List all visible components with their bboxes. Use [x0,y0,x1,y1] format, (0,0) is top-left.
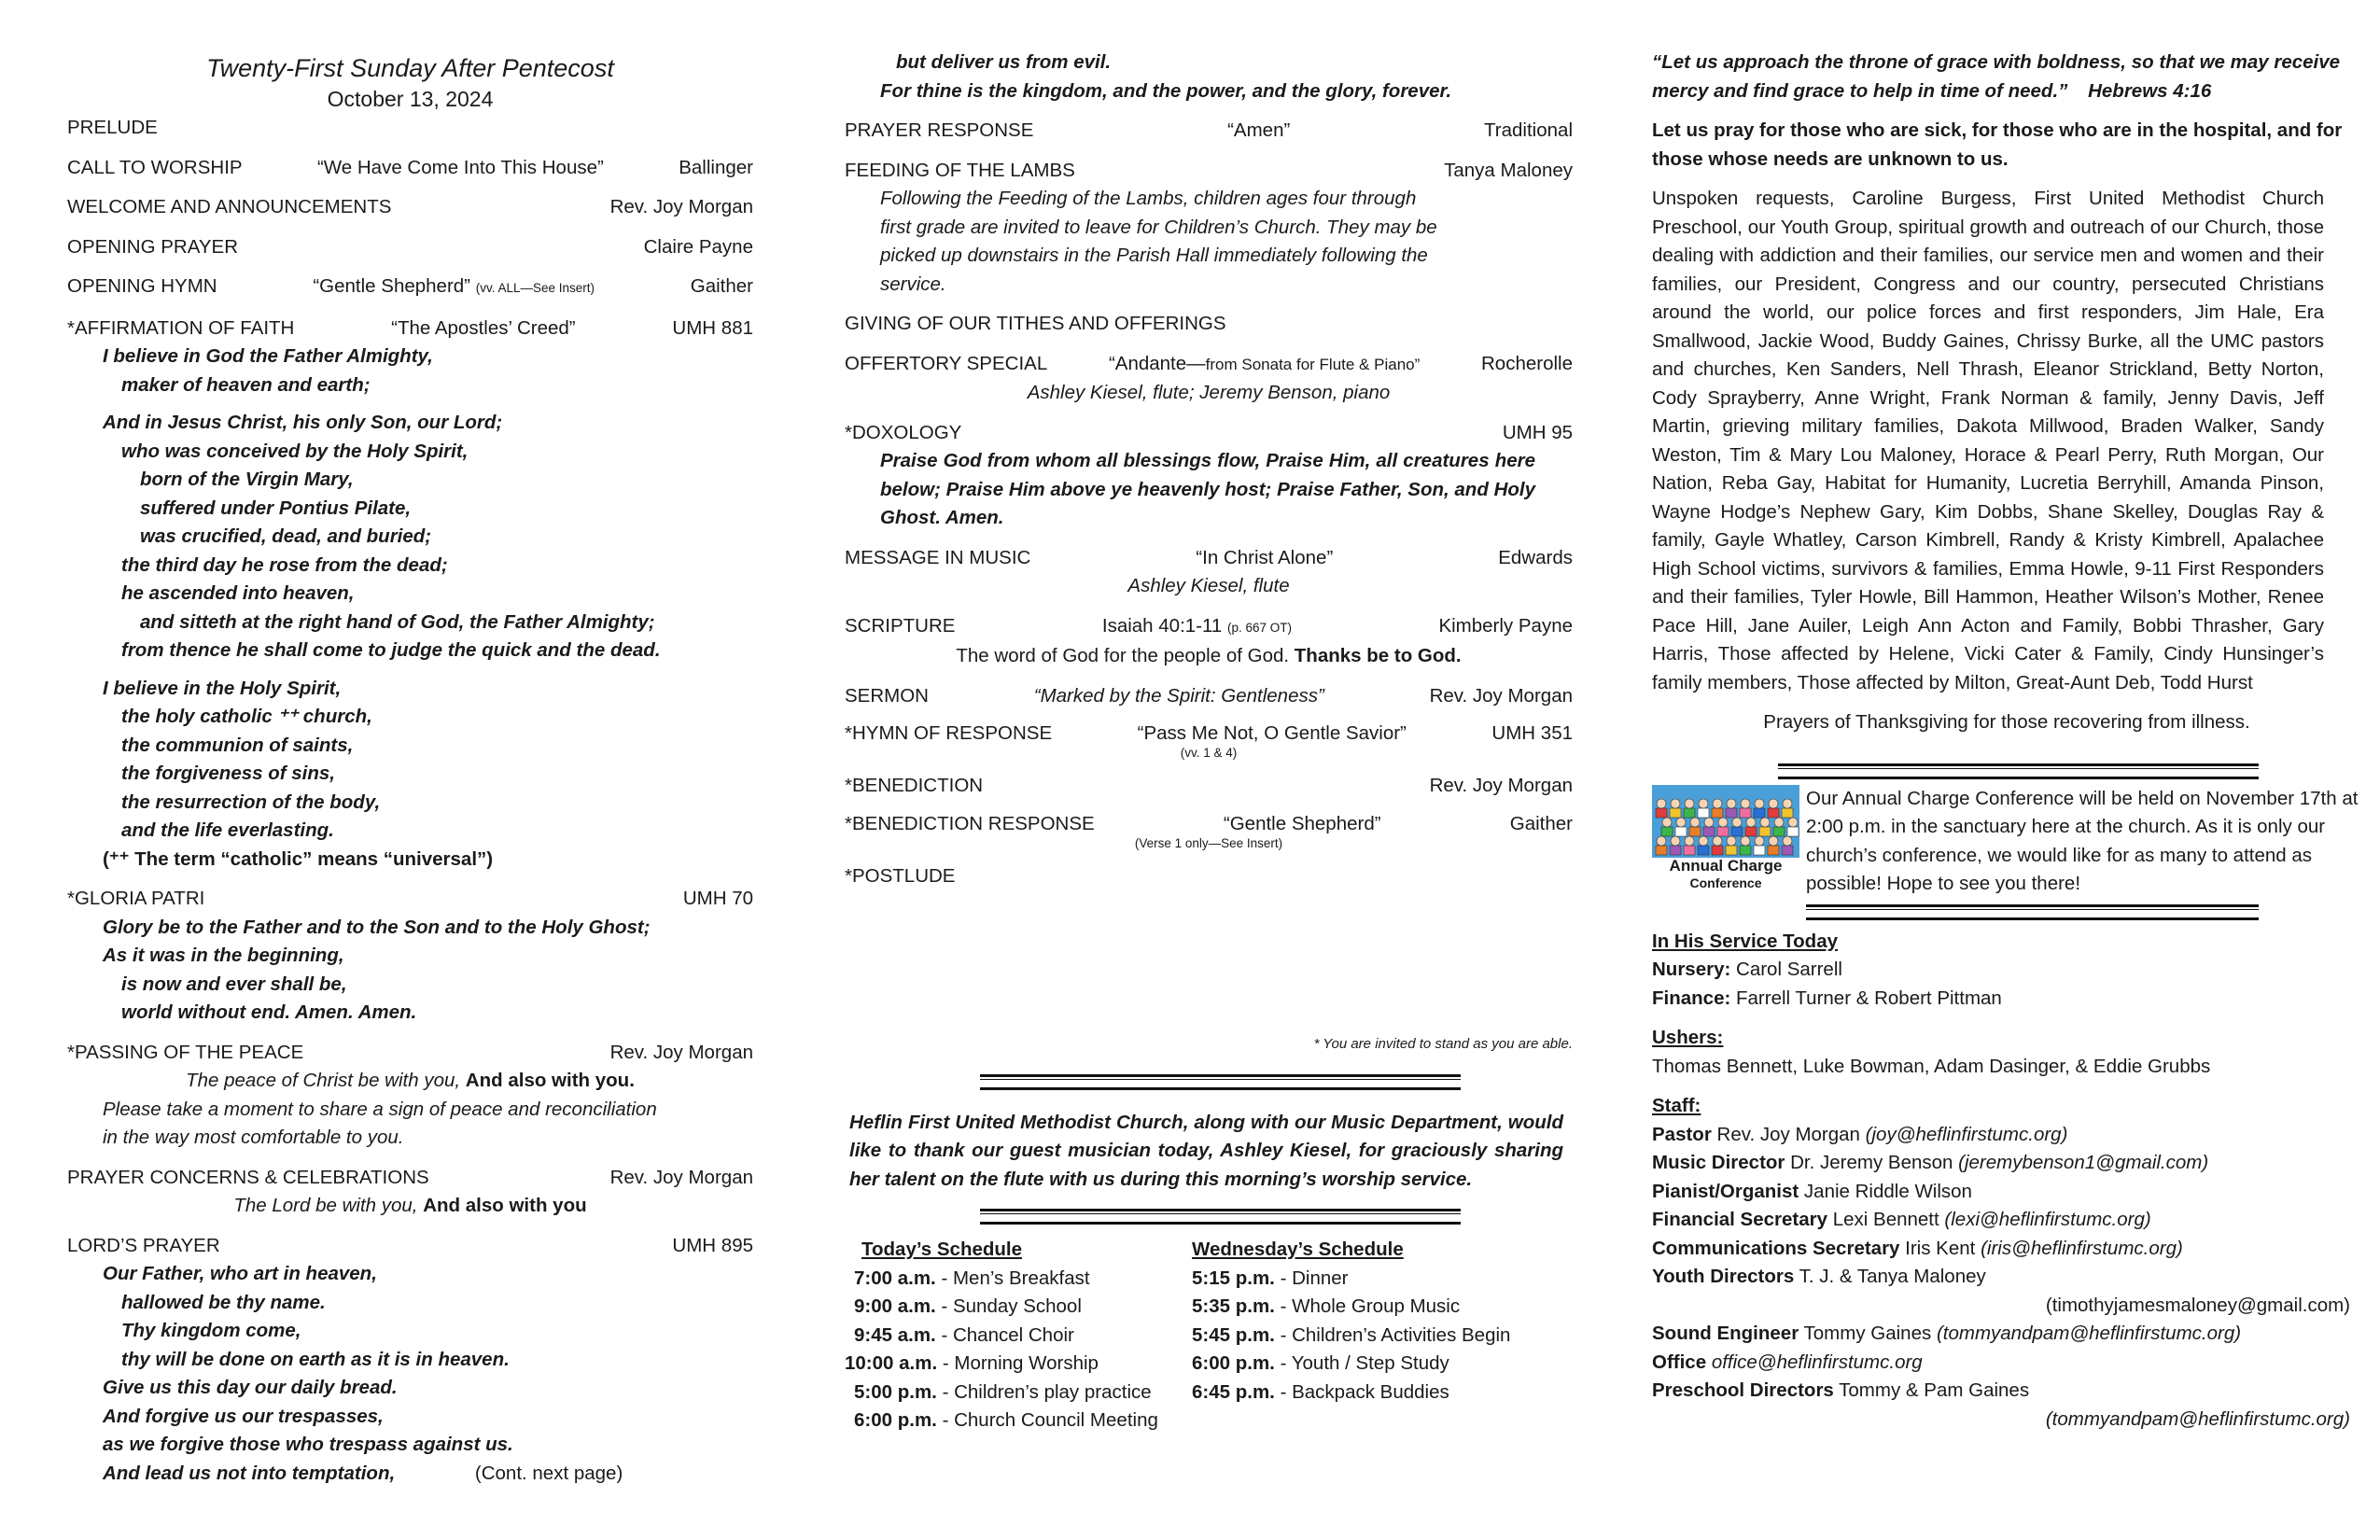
staff-name: Tommy & Pam Gaines [1839,1379,2030,1401]
schedule-item [1192,1350,1510,1379]
schedule-activity: - Children’s play practice [936,1380,1152,1403]
badge-subtitle: Conference [1689,875,1762,890]
lords-prayer-line: Our Father, who art in heaven, [103,1263,377,1284]
schedule-activity: - Chancel Choir [935,1323,1074,1346]
schedule-item [845,1379,1192,1407]
divider [980,1209,1461,1225]
sermon: SERMON “Marked by the Spirit: Gentleness” Rev. Joy Morgan [845,684,1573,707]
benediction: *BENEDICTION Rev. Joy Morgan [845,775,1573,796]
creed-line: he ascended into heaven, [121,582,355,604]
schedule-time: 7:00 a.m. [854,1267,936,1289]
staff-email: (jeremybenson1@gmail.com) [1958,1152,2209,1173]
offertory-special: OFFERTORY SPECIAL “Andante—from Sonata for Flute & Piano” Rocherolle [845,352,1573,374]
creed-line: suffered under Pontius Pilate, [140,497,412,519]
gloria-line: Glory be to the Father and to the Son and to the Holy Ghost; [103,916,651,938]
opening-prayer: OPENING PRAYER Claire Payne [67,235,753,258]
schedule-time: 6:45 p.m. [1192,1380,1275,1403]
badge-title: Annual Charge [1669,856,1783,875]
preschool-email: (tommyandpam@heflinfirstumc.org) [2045,1407,2350,1430]
charge-conference [1652,785,2361,899]
staff-role: Pianist/Organist [1652,1180,1799,1202]
creed-line: I believe in the Holy Spirit, [103,677,342,699]
prayer-intro: Let us pray for those who are sick, for those who are in the hospital, and for those whose needs are unknown to us. [1652,119,2343,170]
staff-name: Dr. Jeremy Benson [1790,1152,1953,1173]
schedule-activity: - Church Council Meeting [936,1409,1158,1431]
continued-note: (Cont. next page) [474,1462,623,1484]
postlude: *POSTLUDE [845,864,956,887]
order-of-worship-column-1 [67,49,753,1488]
lords-prayer-line: Give us this day our daily bread. [103,1377,398,1398]
opening-hymn: OPENING HYMN “Gentle Shepherd” (vv. ALL—See Insert) Gaither [67,275,753,297]
staff-email: (joy@heflinfirstumc.org) [1865,1123,2068,1145]
staff-item [1652,1377,2361,1406]
guest-musician-thanks: Heflin First United Methodist Church, along with our Music Department, would like to thank our guest musician today, Ashley Kiesel, for graciously sharing her talent on the flute with us during this morning’s worship service. [849,1111,1563,1190]
staff-role: Sound Engineer [1652,1323,1799,1344]
gloria-line: is now and ever shall be, [121,973,347,995]
stand-note: * You are invited to stand as you are able. [1313,1036,1573,1052]
ushers-title: Ushers: [1652,1027,1724,1048]
staff-name: Iris Kent [1905,1237,1976,1259]
staff-role: Pastor [1652,1123,1712,1145]
schedule-activity: - Sunday School [935,1295,1082,1317]
music-performer: Ashley Kiesel, flute [1127,575,1290,596]
in-his-service-title: In His Service Today [1652,930,1839,952]
staff-name: Tommy Gaines [1803,1323,1932,1344]
schedule-activity: - Dinner [1274,1267,1349,1289]
schedule-activity: - Whole Group Music [1274,1295,1461,1317]
staff-list [1652,1121,2361,1292]
peace-instruction-1: Please take a moment to share a sign of peace and reconciliation [103,1098,657,1120]
announcements-column [1652,49,2361,1434]
schedule-activity: - Backpack Buddies [1274,1380,1449,1403]
page-title: Twenty-First Sunday After Pentecost [206,54,614,82]
peace-response: The peace of Christ be with you, And also with you. [186,1070,635,1091]
call-to-worship: CALL TO WORSHIP “We Have Come Into This House” Ballinger [67,156,753,178]
staff-name: T. J. & Tanya Maloney [1799,1266,1986,1287]
prayer-requests: Unspoken requests, Caroline Burgess, First United Methodist Church Preschool, our Youth Group, spiritual growth and outreach of our Church, those dealing with addiction and their families, our service men and women and their families, our President, Congress and our country, persecuted Christians around the world, our police forces and first responders, Jim Hale, Era Smallwood, Jackie Wood, Buddy Gaines, Chrissy Burke, all the UMC pastors and churches, Ken Sanders, Nell Thrash, Eleanor Strickland, Betty Norton, Cody Sprayberry, Anne Wright, Frank Norman & family, Jenny Davis, Jeff Martin, grieving military families, Dakota Millwood, Braden Walker, Sandy Weston, Tim & Mary Lou Maloney, Horace & Pearl Perry, Ruth Morgan, Our Nation, Reba Gay, Habitat for Humanity, Lucretia Berryhill, Amanda Pinson, Wayne Hodge’s Nephew Gary, Kim Dobbs, Shane Skelley, Douglas Ray & family, Gayle Whatley, Carson Kimbrell, Randy & Kristy Kimbrell, Apalachee High School victims, survivors & families, Emma Howle, 9-11 First Responders and their families, Tyler Howle, Bill Hammon, Heather Wilson’s Mother, Renee Pace Hill, Jane Auiler, Leigh Ann Acton and Family, Bobbi Thrasher, Gary Harris, Those affected by Helene, Vicki Cater & Family, Cindy Hunsinger’s family members, Those affected by Milton, Great-Aunt Deb, Todd Hurst [1652,188,2324,693]
lords-prayer-cont-2: For thine is the kingdom, and the power, and the glory, forever. [880,79,1452,102]
schedule-time: 9:45 a.m. [854,1323,936,1346]
lords-prayer-line: Thy kingdom come, [121,1320,301,1341]
gloria-line: As it was in the beginning, [103,945,344,966]
nursery: Nursery: Carol Sarrell [1652,959,1842,980]
schedule-time: 5:45 p.m. [1192,1323,1275,1346]
benediction-response-note: (Verse 1 only—See Insert) [1134,835,1283,850]
staff-item [1652,1149,2361,1178]
schedule-item [1192,1379,1510,1407]
staff-item [1652,1235,2361,1264]
schedule-item [845,1293,1192,1322]
apostles-creed-text [67,343,753,846]
feeding-text-4: service. [880,273,946,295]
schedules [845,1236,1573,1435]
staff-email: (tommyandpam@heflinfirstumc.org) [1936,1323,2242,1344]
schedule-activity: - Youth / Step Study [1274,1352,1449,1374]
lords-prayer-line: as we forgive those who trespass against us. [103,1434,513,1455]
schedule-item [1192,1322,1510,1351]
schedule-time: 5:00 p.m. [854,1380,937,1403]
schedule-time: 6:00 p.m. [1192,1352,1275,1374]
divider [980,1074,1461,1090]
lords-prayer-cont-1: but deliver us from evil. [896,51,1112,73]
creed-line: the resurrection of the body, [121,791,381,813]
affirmation-of-faith: *AFFIRMATION OF FAITH “The Apostles’ Creed” UMH 881 [67,316,753,339]
feeding-text-1: Following the Feeding of the Lambs, children ages four through [880,188,1417,209]
gloria-patri: *GLORIA PATRI UMH 70 [67,888,753,909]
staff-item [1652,1320,2361,1349]
divider [1778,763,2259,779]
creed-line: and sitteth at the right hand of God, the Father Almighty; [140,610,655,633]
lords-prayer: LORD’S PRAYER UMH 895 [67,1234,753,1256]
finance: Finance: Farrell Turner & Robert Pittman [1652,987,2002,1009]
wednesday-schedule [1192,1236,1510,1435]
schedule-item [1192,1265,1510,1294]
scripture: SCRIPTURE Isaiah 40:1-11 (p. 667 OT) Kimberly Payne [845,614,1573,637]
todays-schedule-list [845,1265,1192,1435]
lords-prayer-last-line: And lead us not into temptation, (Cont. next page) [103,1462,623,1484]
creed-line: and the life everlasting. [121,819,334,841]
service-date: October 13, 2024 [327,87,494,111]
benediction-response: *BENEDICTION RESPONSE “Gentle Shepherd” Gaither [845,812,1573,834]
schedule-time: 5:15 p.m. [1192,1267,1275,1289]
staff-name: Janie Riddle Wilson [1803,1180,1972,1202]
staff-email: (lexi@heflinfirstumc.org) [1944,1209,2151,1230]
doxology-text: Praise God from whom all blessings flow, Praise Him, all creatures here below; Praise Him above ye heavenly host; Praise Father, Son, and Holy Ghost. Amen. [880,450,1535,528]
schedule-activity: - Men’s Breakfast [935,1267,1090,1289]
schedule-activity: - Morning Worship [937,1352,1099,1374]
schedule-time: 9:00 a.m. [854,1295,936,1317]
ushers-list: Thomas Bennett, Luke Bowman, Adam Dasinger, & Eddie Grubbs [1652,1055,2211,1077]
gloria-line: world without end. Amen. Amen. [121,1001,417,1023]
lords-prayer-line: hallowed be thy name. [121,1291,326,1313]
staff-item [1652,1178,2361,1207]
staff-item [1652,1263,2361,1292]
lords-prayer-text [67,1260,753,1460]
conference-text: Our Annual Charge Conference will be held on November 17th at 2:00 p.m. in the sanctuary here at the church. As it is only our church’s conference, we would like for as many to attend as possible! Hope to see you there! [1806,787,2359,894]
creed-line: And in Jesus Christ, his only Son, our Lord; [103,412,503,433]
order-of-worship-column-2 [845,49,1573,1435]
schedule-item [845,1350,1192,1379]
creed-line: born of the Virgin Mary, [140,469,354,490]
feeding-text-3: picked up downstairs in the Parish Hall immediately following the [880,245,1428,266]
staff-name: Rev. Joy Morgan [1716,1123,1860,1145]
wednesday-schedule-title: Wednesday’s Schedule [1192,1239,1404,1260]
scripture-quote: “Let us approach the throne of grace with boldness, so that we may receive mercy and find grace to help in time of need.” Hebrews 4:16 [1652,51,2341,102]
scripture-response: The word of God for the people of God. Thanks be to God. [956,645,1462,666]
gloria-patri-text [67,914,753,1028]
creed-line: maker of heaven and earth; [121,373,371,396]
schedule-activity: - Children’s Activities Begin [1274,1323,1511,1346]
prelude: PRELUDE [67,117,158,138]
staff-role: Music Director [1652,1152,1785,1173]
catholic-note: (⁺⁺ The term “catholic” means “universal”) [103,847,494,870]
staff-email: (iris@heflinfirstumc.org) [1981,1237,2183,1259]
creed-line: who was conceived by the Holy Spirit, [121,440,469,462]
welcome-announcements: WELCOME AND ANNOUNCEMENTS Rev. Joy Morgan [67,196,753,217]
creed-line: the forgiveness of sins, [121,763,335,784]
thanksgiving-note: Prayers of Thanksgiving for those recovering from illness. [1763,711,2250,733]
staff-name: Lexi Bennett [1832,1209,1939,1230]
todays-schedule-title: Today’s Schedule [861,1239,1023,1260]
staff-role: Financial Secretary [1652,1209,1828,1230]
creed-line: was crucified, dead, and buried; [140,525,432,547]
creed-line: the third day he rose from the dead; [121,553,448,576]
doxology: *DOXOLOGY UMH 95 [845,421,1573,443]
schedule-time: 10:00 a.m. [845,1352,938,1374]
feeding-of-the-lambs: FEEDING OF THE LAMBS Tanya Maloney [845,159,1573,181]
schedule-time: 5:35 p.m. [1192,1295,1275,1317]
creed-line: the holy catholic ⁺⁺ church, [121,706,372,727]
prayer-response: PRAYER RESPONSE “Amen” Traditional [845,119,1573,141]
staff-item [1652,1349,2361,1378]
schedule-time: 6:00 p.m. [854,1409,937,1431]
hymn-verses: (vv. 1 & 4) [1180,746,1238,760]
feeding-text-2: first grade are invited to leave for Children’s Church. They may be [880,216,1437,238]
staff-item [1652,1206,2361,1235]
offertory-performers: Ashley Kiesel, flute; Jeremy Benson, piano [1027,382,1391,403]
staff-role: Youth Directors [1652,1266,1795,1287]
staff-role: Preschool Directors [1652,1379,1834,1401]
wednesday-schedule-list [1192,1265,1510,1407]
staff-role: Office [1652,1351,1707,1373]
staff-role: Communications Secretary [1652,1237,1900,1259]
charge-conference-badge [1652,785,1799,895]
staff-title: Staff: [1652,1095,1701,1116]
message-in-music: MESSAGE IN MUSIC “In Christ Alone” Edwards [845,546,1573,568]
creed-line: I believe in God the Father Almighty, [103,345,433,367]
prayer-concerns: PRAYER CONCERNS & CELEBRATIONS Rev. Joy Morgan [67,1166,753,1188]
giving-tithes: GIVING OF OUR TITHES AND OFFERINGS [845,313,1226,334]
lords-prayer-line: thy will be done on earth as it is in heaven. [121,1348,510,1370]
youth-email: (timothyjamesmaloney@gmail.com) [2045,1294,2350,1316]
schedule-item [845,1322,1192,1351]
creed-line: the communion of saints, [121,734,354,756]
lords-prayer-line: And forgive us our trespasses, [103,1405,384,1427]
hymn-of-response: *HYMN OF RESPONSE “Pass Me Not, O Gentle Savior” UMH 351 [845,722,1573,744]
peace-instruction-2: in the way most comfortable to you. [103,1127,404,1148]
concerns-response: The Lord be with you, And also with you [233,1195,587,1216]
staff-item [1652,1121,2361,1150]
todays-schedule [845,1236,1192,1435]
schedule-item [845,1407,1192,1435]
passing-of-the-peace: *PASSING OF THE PEACE Rev. Joy Morgan [67,1041,753,1063]
schedule-item [1192,1293,1510,1322]
staff-email: office@heflinfirstumc.org [1711,1351,1923,1373]
schedule-item [845,1265,1192,1294]
creed-line: from thence he shall come to judge the quick and the dead. [121,639,661,661]
divider [1806,904,2259,920]
staff-list-2 [1652,1320,2361,1406]
